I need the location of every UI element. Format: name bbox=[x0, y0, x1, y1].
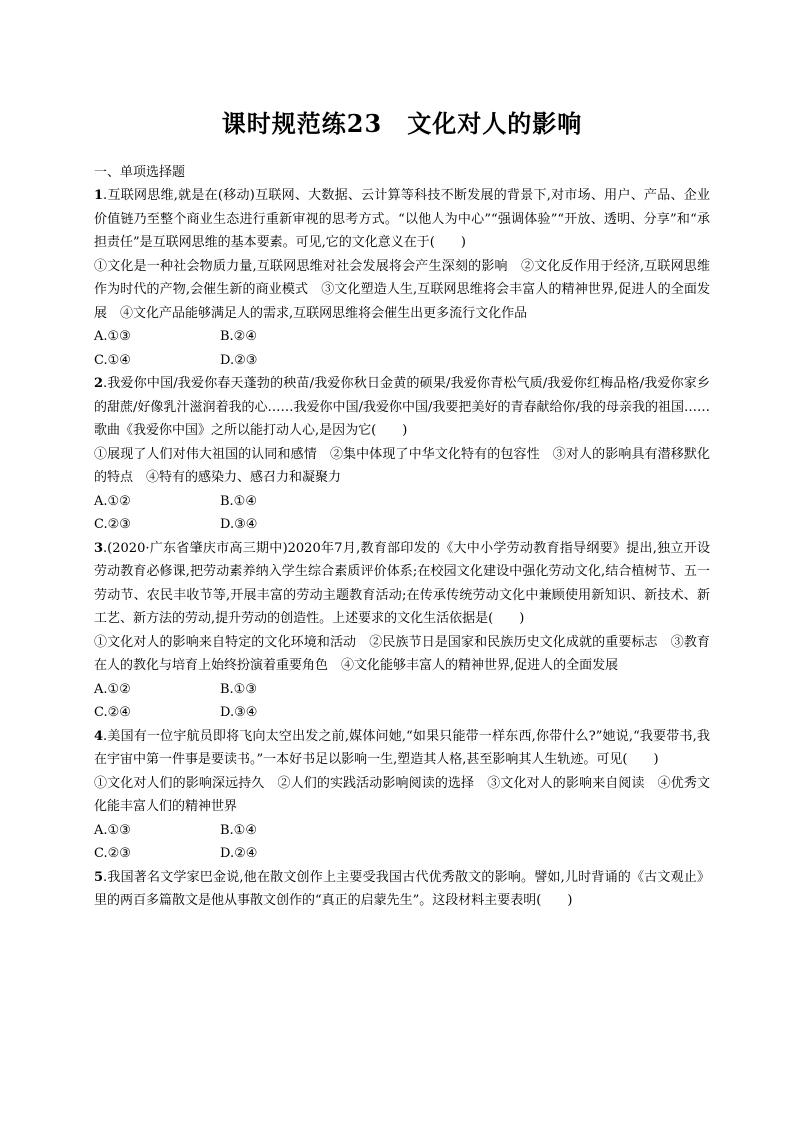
choice-b[interactable]: B.①③ bbox=[220, 681, 257, 697]
choice-a[interactable]: A.①② bbox=[94, 493, 131, 509]
question-stem: 3.(2020·广东省肇庆市高三期中)2020年7月,教育部印发的《大中小学劳动教育指导纲要》提出,独立开设劳动教育必修课,把劳动素养纳入学生综合素质评价体系;在校园文化建设中强化劳动文化,结合植树节、五一劳动节、农民丰收节等,开展丰富的劳动主题教育活动;在传承传统劳动文化中兼顾使用新知识、新技术、新工艺、新方法的劳动,提升劳动的创造性。上述要求的文化生活依据是( ) bbox=[94, 540, 710, 626]
question-3 bbox=[94, 537, 710, 725]
page-title: 课时规范练23 文化对人的影响 bbox=[221, 109, 583, 138]
question-1 bbox=[94, 184, 710, 372]
question-5 bbox=[94, 866, 710, 913]
choice-d[interactable]: D.③④ bbox=[220, 517, 258, 532]
choice-c[interactable]: C.①④ bbox=[94, 352, 131, 368]
choice-b[interactable]: B.①④ bbox=[220, 822, 257, 838]
section-heading: 一、单项选择题 bbox=[94, 165, 186, 180]
answer-choices bbox=[94, 819, 710, 866]
question-stem: 4.美国有一位宇航员即将飞向太空出发之前,媒体问她,“如果只能带一样东西,你带什么?”她说,“我要带书,我在宇宙中第一件事是要读书。”一本好书足以影响一生,塑造其人格,甚至影响其人生轨迹。可见( ) bbox=[94, 728, 710, 767]
question-statements: ①文化对人们的影响深远持久 ②人们的实践活动影响阅读的选择 ③文化对人的影响来自阅读 ④优秀文化能丰富人们的精神世界 bbox=[94, 775, 710, 814]
choice-d[interactable]: D.②③ bbox=[220, 352, 258, 368]
question-statements: ①展现了人们对伟大祖国的认同和感情 ②集中体现了中华文化特有的包容性 ③对人的影响具有潜移默化的特点 ④特有的感染力、感召力和凝聚力 bbox=[94, 446, 710, 485]
choice-d[interactable]: D.③④ bbox=[220, 705, 258, 720]
question-statements: ①文化对人的影响来自特定的文化环境和活动 ②民族节日是国家和民族历史文化成就的重要标志 ③教育在人的教化与培育上始终扮演着重要角色 ④文化能够丰富人的精神世界,促进人的全面发展 bbox=[94, 634, 710, 673]
question-stem: 5.我国著名文学家巴金说,他在散文创作上主要受我国古代优秀散文的影响。譬如,儿时背诵的《古文观止》里的两百多篇散文是他从事散文创作的“真正的启蒙先生”。这段材料主要表明( ) bbox=[94, 869, 710, 908]
question-stem: 1.互联网思维,就是在(移动)互联网、大数据、云计算等科技不断发展的背景下,对市场、用户、产品、企业价值链乃至整个商业生态进行重新审视的思考方式。“以他人为中心”“强调体验”“开放、透明、分享”和“承担责任”是互联网思维的基本要素。可见,它的文化意义在于( ) bbox=[94, 188, 710, 250]
choice-a[interactable]: A.①③ bbox=[94, 329, 131, 344]
choice-a[interactable]: A.①② bbox=[94, 681, 131, 697]
choice-a[interactable]: A.①③ bbox=[94, 822, 131, 838]
choice-c[interactable]: C.②③ bbox=[94, 846, 131, 861]
choice-c[interactable]: C.②③ bbox=[94, 517, 131, 532]
question-number: 2 bbox=[94, 376, 104, 391]
choice-d[interactable]: D.②④ bbox=[220, 846, 258, 861]
choice-b[interactable]: B.①④ bbox=[220, 493, 257, 509]
question-number: 5 bbox=[94, 869, 104, 885]
question-statements: ①文化是一种社会物质力量,互联网思维对社会发展将会产生深刻的影响 ②文化反作用于经济,互联网思维作为时代的产物,会催生新的商业模式 ③文化塑造人生,互联网思维将会丰富人的精神世界,促进人的全面发展 ④文化产品能够满足人的需求,互联网思维将会催生出更多流行文化作品 bbox=[94, 258, 710, 321]
question-number: 4 bbox=[94, 728, 104, 744]
choice-b[interactable]: B.②④ bbox=[220, 329, 257, 344]
worksheet-page bbox=[94, 104, 710, 913]
question-2 bbox=[94, 372, 710, 537]
choice-c[interactable]: C.②④ bbox=[94, 705, 131, 720]
answer-choices bbox=[94, 490, 710, 537]
answer-choices bbox=[94, 678, 710, 725]
question-stem: 2.我爱你中国/我爱你春天蓬勃的秧苗/我爱你秋日金黄的硕果/我爱你青松气质/我爱你红梅品格/我爱你家乡的甜蔗/好像乳汁滋润着我的心……我爱你中国/我爱你中国/我要把美好的青春献给你/我的母亲我的祖国……歌曲《我爱你中国》之所以能打动人心,是因为它( ) bbox=[94, 376, 710, 438]
question-4 bbox=[94, 725, 710, 866]
question-number: 3 bbox=[94, 540, 104, 556]
question-number: 1 bbox=[94, 188, 104, 203]
answer-choices bbox=[94, 325, 710, 372]
